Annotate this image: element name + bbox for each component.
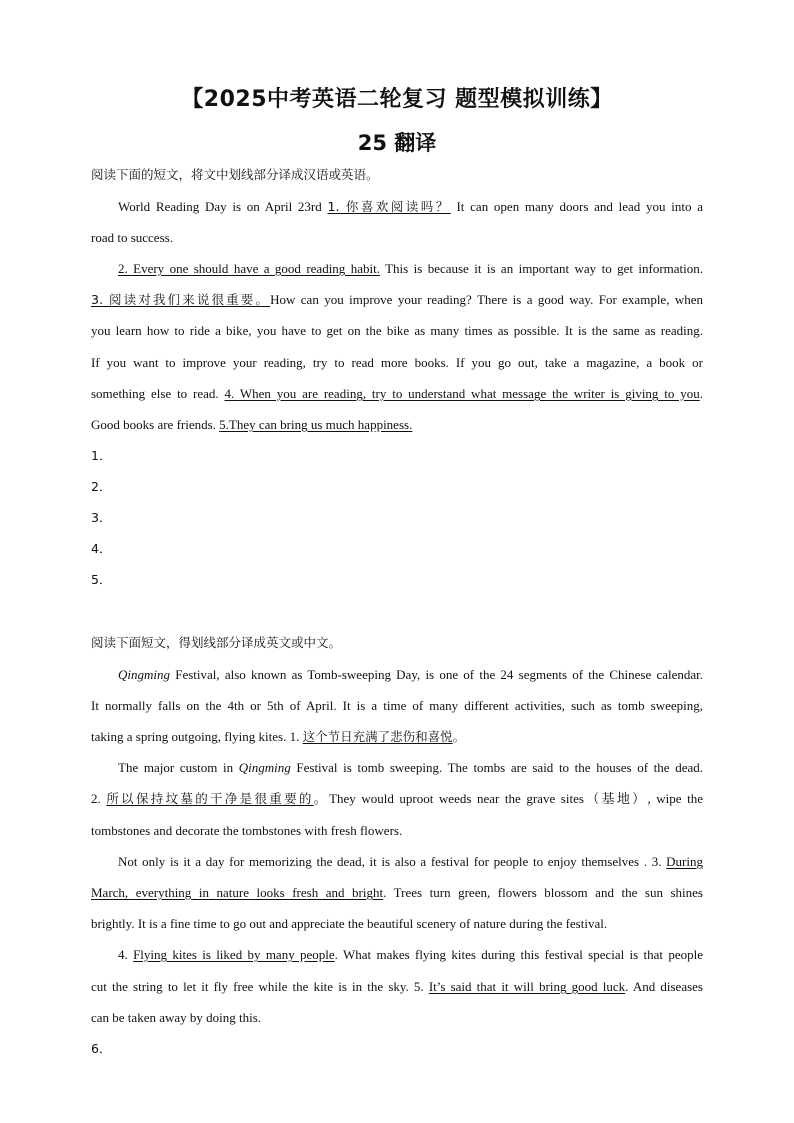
page-subtitle: 25 翻译: [357, 131, 437, 155]
text: Festival, also known as Tomb-sweeping Day, is one of the 24 segments of the Chinese calendar.: [170, 667, 703, 682]
text: .: [699, 386, 703, 401]
text: taking a spring outgoing, flying kites. 1.: [91, 729, 303, 744]
section1-instruction: 阅读下面的短文，将文中划线部分译成汉语或英语。: [91, 167, 379, 182]
section2-para3-line2: [91, 884, 703, 902]
text: Festival is tomb sweeping. The tombs are said to the houses of the dead.: [290, 760, 703, 775]
underlined-item-5: 5.They can bring us much happiness.: [219, 417, 413, 432]
section2-para1-line2: It normally falls on the 4th or 5th of April. It is a time of many different activities, such as tomb sweeping,: [91, 698, 703, 713]
section1-para2-line3: you learn how to ride a bike, you have to get on the bike as many times as possible. It is the same as reading.: [91, 323, 703, 338]
section2-para4-line1: [118, 946, 703, 964]
section2-para3-line1: [118, 853, 703, 871]
section1-para2-line4: If you want to improve your reading, try to read more books. If you go out, take a magazine, a book or: [91, 355, 703, 370]
section2-para2-line3: tombstones and decorate the tombstones with fresh flowers.: [91, 823, 403, 838]
section2-para2-line2: [91, 790, 703, 808]
text: The major custom in: [118, 760, 239, 775]
section2-para4-line2: [91, 978, 703, 996]
text: Not only is it a day for memorizing the dead, it is also a festival for people to enjoy themselves . 3.: [118, 854, 667, 869]
page-title: 【2025中考英语二轮复习 题型模拟训练】: [181, 87, 613, 112]
text: World Reading Day is on April 23rd: [118, 199, 328, 214]
underlined-item-3: 3. 阅读对我们来说很重要。: [91, 292, 271, 307]
italic-term: Qingming: [118, 667, 170, 682]
underlined-item-4: Flying kites is liked by many people: [133, 947, 335, 962]
section2-para4-line3: can be taken away by doing this.: [91, 1010, 262, 1025]
text: . And diseases: [625, 979, 703, 994]
section1-para2-line2: [91, 291, 703, 309]
underlined-item-2: 2. Every one should have a good reading habit.: [118, 261, 380, 276]
section1-para2-line5: [91, 385, 703, 403]
text: 。: [452, 729, 466, 744]
text: How can you improve your reading? There is a good way. For example, when: [270, 292, 703, 307]
underlined-item-5: It’s said that it will bring good luck: [428, 979, 626, 994]
text: cut the string to let it fly free while the kite is in the sky. 5.: [91, 979, 429, 994]
section2-para3-line3: brightly. It is a fine time to go out and appreciate the beautiful scenery of nature during the festival.: [91, 916, 608, 931]
italic-term: Qingming: [238, 760, 291, 775]
section2-para1-line3: [91, 728, 703, 746]
text: something else to read.: [91, 386, 225, 401]
section1-para2-line6: [91, 416, 703, 434]
answer-line-4: 4．: [91, 541, 112, 556]
section1-para1-line1: [118, 198, 703, 216]
text: 。They would uproot weeds near the grave sites（基地）, wipe the: [313, 791, 703, 806]
text: 2.: [91, 791, 107, 806]
answer-line-5: 5．: [91, 572, 112, 587]
section1-para2-line1: [118, 260, 703, 278]
text: Good books are friends.: [91, 417, 220, 432]
text: This is because it is an important way to get information.: [379, 261, 703, 276]
underlined-item-1: 1. 你喜欢阅读吗？: [327, 199, 451, 214]
underlined-item-3b: March, everything in nature looks fresh and bright: [91, 885, 384, 900]
answer-line-2: 2．: [91, 479, 112, 494]
answer-line-6: 6．: [91, 1041, 112, 1056]
section2-instruction: 阅读下面短文，得划线部分译成英文或中文。: [91, 635, 342, 650]
section1-para1-line2: road to success.: [91, 230, 173, 245]
text: . What makes flying kites during this festival special is that people: [334, 947, 703, 962]
underlined-item-1: 这个节日充满了悲伤和喜悦: [302, 729, 453, 744]
text: It can open many doors and lead you into a: [450, 199, 703, 214]
section2-para1-line1: [118, 666, 703, 684]
underlined-item-4: 4. When you are reading, try to understand what message the writer is giving to you: [224, 386, 700, 401]
text: 4.: [118, 947, 134, 962]
answer-line-1: 1．: [91, 448, 112, 463]
underlined-item-2: 所以保持坟墓的干净是很重要的: [106, 791, 314, 806]
text: . Trees turn green, flowers blossom and the sun shines: [383, 885, 703, 900]
underlined-item-3a: During: [666, 854, 703, 869]
section2-para2-line1: [118, 759, 703, 777]
answer-line-3: 3．: [91, 510, 112, 525]
